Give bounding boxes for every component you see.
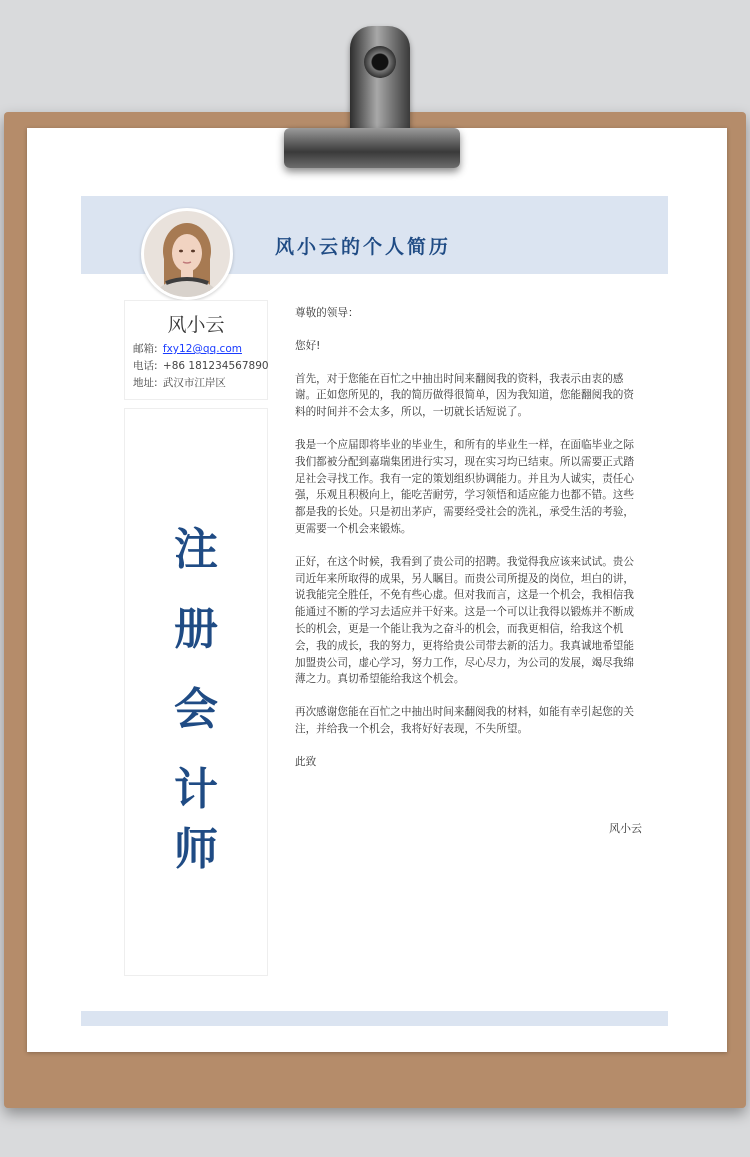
contact-card [124, 300, 268, 400]
letter-paragraph: 再次感谢您能在百忙之中抽出时间来翻阅我的材料，如能有幸引起您的关注，并给我一个机会，我将好好表现，不失所望。 [295, 706, 634, 735]
address-row [133, 375, 226, 390]
phone-label: 电话: [133, 360, 158, 372]
binder-clip-base [284, 128, 460, 168]
job-title-box [124, 408, 268, 976]
letter-salutation: 尊敬的领导： [295, 307, 359, 319]
letter-paragraph: 我是一个应届即将毕业的毕业生，和所有的毕业生一样，在面临毕业之际我们都被分配到嘉瑞集团进行实习，现在实习均已结束。所以需要正式踏足社会寻找工作。我有一定的策划组织协调能力。并且为人诚实，责任心强，乐观且积极向上，能吃苦耐劳，学习领悟和适应能力也都不错。这些都是我的长处。只是初出茅庐，需要经受社会的洗礼，承受生活的考验，更需要一个机会来锻炼。 [295, 438, 634, 535]
letter-signature: 风小云 [609, 822, 642, 835]
address-label: 地址: [133, 377, 158, 389]
letter-closing: 此致 [295, 755, 317, 768]
job-title-char: 师 [174, 824, 218, 875]
phone-value: +86 181234567890 [162, 360, 269, 372]
resume-title: 风小云的个人简历 [275, 236, 452, 258]
email-row [133, 341, 242, 356]
job-title-char: 会 [174, 684, 218, 735]
footer-band [81, 1011, 668, 1026]
job-title-char: 册 [174, 604, 218, 655]
job-title-char: 注 [174, 524, 218, 575]
letter-paragraph: 首先，对于您能在百忙之中抽出时间来翻阅我的资料，我表示由衷的感谢。正如您所见的，我的简历做得很简单，因为我知道，您能翻阅我的资料的时间并不会太多，所以，一切就长话短说了。 [295, 372, 634, 419]
letter-paragraph: 正好，在这个时候，我看到了贵公司的招聘。我觉得我应该来试试。贵公司近年来所取得的成果，另人瞩目。而贵公司所提及的岗位，坦白的讲，说我能完全胜任，不免有些心虚。但对我而言，这是一个机会，我相信我能通过不断的学习去适应并干好来。这是一个可以让我得以锻炼并不断成长的机会，更是一个能让我为之奋斗的机会，而我更相信，给我这个机会，我的成长，我的努力，更将给贵公司带去新的活力。我真诚地希望能加盟贵公司，虚心学习，努力工作，尽心尽力，为公司的发展，竭尽我绵薄之力。真切希望能给我这个机会。 [295, 555, 634, 686]
applicant-name: 风小云 [167, 314, 225, 336]
avatar [141, 208, 233, 300]
cover-letter [282, 305, 640, 771]
job-title-char: 计 [174, 764, 218, 815]
phone-row [133, 358, 269, 373]
binder-clip-hole [364, 46, 396, 78]
binder-clip [350, 26, 410, 138]
letter-greeting: 您好! [295, 339, 321, 352]
email-link[interactable]: fxy12@qq.com [162, 343, 242, 355]
address-value: 武汉市江岸区 [162, 377, 226, 389]
email-label: 邮箱: [133, 343, 158, 355]
avatar-portrait-icon [144, 211, 230, 297]
